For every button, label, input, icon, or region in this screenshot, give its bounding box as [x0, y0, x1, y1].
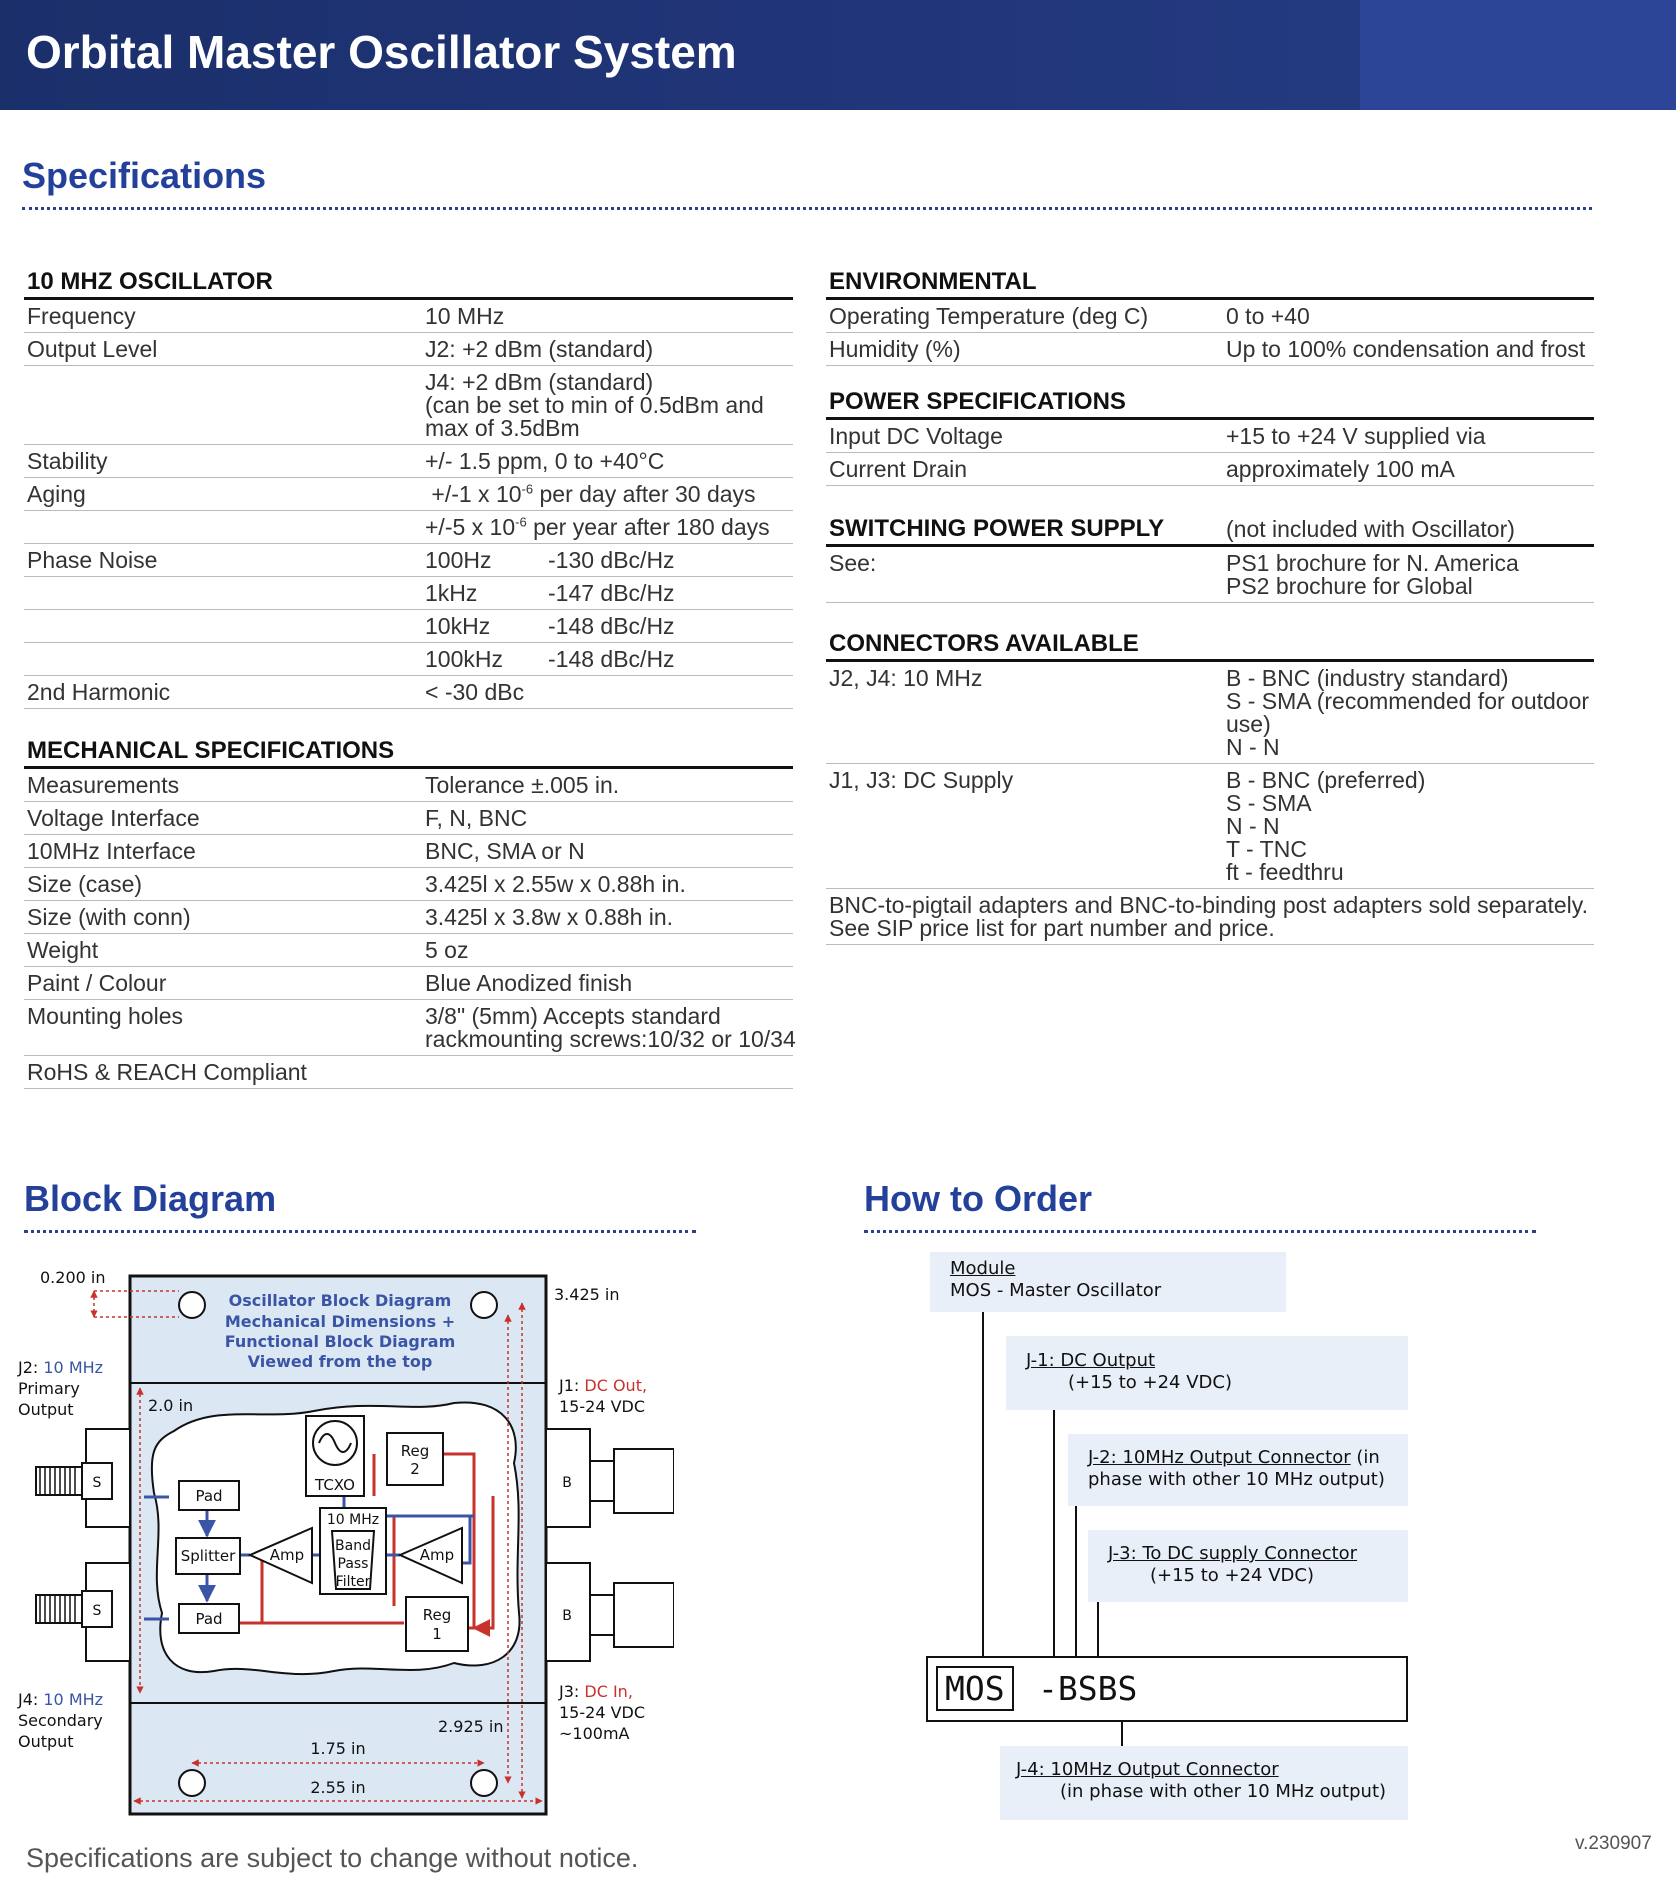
row-label: J1, J3: DC Supply	[829, 767, 1014, 793]
disclaimer: Specifications are subject to change without notice.	[26, 1843, 639, 1873]
table-row	[24, 300, 793, 333]
row-freq: 100kHz	[425, 646, 503, 672]
row-label: Humidity (%)	[829, 336, 961, 362]
j1-label: J-1: DC Output	[1026, 1350, 1156, 1371]
diagram-title-line: Mechanical Dimensions +	[224, 1312, 456, 1331]
j1-label: 15-24 VDC	[559, 1397, 646, 1416]
j2-label: Output	[18, 1400, 74, 1419]
bnc-label: B	[562, 1475, 572, 1491]
row-label: Output Level	[27, 336, 158, 362]
value-line: T - TNC	[1226, 836, 1307, 862]
row-value: Blue Anodized finish	[425, 970, 633, 996]
row-label: J2, J4: 10 MHz	[829, 665, 983, 691]
mounting-hole	[179, 1292, 205, 1318]
dimension-label: 1.75 in	[310, 1739, 366, 1758]
value-line: use)	[1226, 711, 1271, 737]
row-value: 3.425l x 3.8w x 0.88h in.	[425, 904, 674, 930]
row-value: -148 dBc/Hz	[548, 613, 675, 639]
table-row	[24, 967, 793, 1000]
section-heading: ENVIRONMENTAL	[826, 266, 1594, 300]
row-value	[425, 1005, 796, 1051]
row-value: J2: +2 dBm (standard)	[425, 336, 654, 362]
j2-box	[1068, 1434, 1408, 1506]
row-value: BNC, SMA or N	[425, 838, 585, 864]
dotted-divider	[24, 1230, 696, 1233]
note-line: See SIP price list for part number and price.	[829, 915, 1275, 941]
j3-label: ~100mA	[559, 1724, 630, 1743]
dimension-label: 2.55 in	[310, 1778, 366, 1797]
table-row	[24, 1000, 796, 1056]
j1-box	[1006, 1336, 1408, 1410]
section-heading	[826, 513, 1594, 547]
row-label: Operating Temperature (deg C)	[829, 303, 1149, 329]
row-label: Input DC Voltage	[829, 423, 1003, 449]
bpf-label: 10 MHz	[326, 1512, 380, 1528]
table-row	[826, 547, 1594, 603]
how-to-order-heading: How to Order	[864, 1178, 1093, 1219]
section-heading: POWER SPECIFICATIONS	[826, 386, 1594, 420]
row-value: 10 MHz	[425, 303, 505, 329]
j4-label: J4: 10 MHz	[18, 1690, 104, 1709]
reg2-number: 2	[410, 1460, 420, 1478]
tcxo-label: TCXO	[315, 1476, 355, 1494]
code-mos: MOS	[936, 1666, 1014, 1711]
bpf-label: Filter	[335, 1574, 371, 1590]
j3-value: (+15 to +24 VDC)	[1150, 1565, 1314, 1586]
row-value	[1226, 769, 1425, 884]
value-line: 3/8" (5mm) Accepts standard	[425, 1003, 721, 1029]
j2-label: Primary	[18, 1379, 80, 1398]
table-row	[24, 901, 793, 934]
row-value: 5 oz	[425, 937, 469, 963]
splitter-label: Splitter	[180, 1547, 236, 1565]
row-freq: 1kHz	[425, 580, 478, 606]
j4-label: J-4: 10MHz Output Connector	[1016, 1759, 1279, 1780]
row-label: Size (case)	[27, 871, 143, 897]
row-value	[425, 483, 756, 506]
row-label: Phase Noise	[27, 547, 158, 573]
value-line: ft - feedthru	[1226, 859, 1344, 885]
row-value: -148 dBc/Hz	[548, 646, 675, 672]
mounting-hole	[179, 1770, 205, 1796]
connectors-note	[826, 889, 1594, 945]
heading-text: SWITCHING POWER SUPPLY	[829, 515, 1165, 542]
row-label	[27, 516, 425, 539]
row-label: Aging	[27, 481, 86, 507]
row-label: 10MHz Interface	[27, 838, 196, 864]
page-title: Orbital Master Oscillator System	[26, 26, 737, 78]
value-text: +/-1 x 10	[425, 481, 522, 507]
table-row	[24, 610, 793, 643]
module-label: Module	[950, 1258, 1016, 1279]
value-line: N - N	[1226, 813, 1280, 839]
j2-label: J2: 10 MHz	[18, 1358, 104, 1377]
row-label	[27, 582, 425, 605]
value-line: N - N	[1226, 734, 1280, 760]
row-label: Measurements	[27, 772, 180, 798]
j2-value: phase with other 10 MHz output)	[1088, 1469, 1385, 1490]
specifications-heading: Specifications	[22, 155, 267, 196]
exponent: -6	[515, 514, 527, 530]
amp-label: Amp	[419, 1546, 455, 1564]
dimension-label: 3.425 in	[554, 1285, 620, 1304]
j2-label: J-2: 10MHz Output Connector	[1088, 1447, 1351, 1468]
table-row	[24, 934, 793, 967]
value-line: max of 3.5dBm	[425, 415, 580, 441]
right-spec-tables	[826, 266, 1594, 945]
row-label: Current Drain	[829, 456, 968, 482]
row-label: Weight	[27, 937, 99, 963]
row-value: Tolerance ±.005 in.	[425, 772, 620, 798]
table-row	[24, 577, 793, 610]
table-row	[24, 544, 793, 577]
row-label: Mounting holes	[27, 1003, 183, 1029]
table-row	[24, 511, 793, 544]
row-value: F, N, BNC	[425, 805, 528, 831]
value-line: B - BNC (industry standard)	[1226, 665, 1509, 691]
table-row	[826, 662, 1594, 764]
value-line: (can be set to min of 0.5dBm and	[425, 392, 764, 418]
reg1-label: Reg	[422, 1606, 452, 1624]
table-row	[24, 478, 793, 511]
block-diagram-heading: Block Diagram	[24, 1178, 277, 1219]
table-row	[24, 643, 793, 676]
row-value	[425, 371, 764, 440]
value-line: PS2 brochure for Global	[1226, 573, 1473, 599]
heading-note: (not included with Oscillator)	[1226, 516, 1515, 542]
pad-label: Pad	[195, 1487, 223, 1505]
j1-value: (+15 to +24 VDC)	[1068, 1372, 1232, 1393]
pad-label: Pad	[195, 1610, 223, 1628]
value-text: per day after 30 days	[533, 481, 756, 507]
reg2-label: Reg	[400, 1442, 430, 1460]
row-value: 3.425l x 2.55w x 0.88h in.	[425, 871, 686, 897]
table-row	[826, 453, 1594, 486]
row-value: Up to 100% condensation and frost	[1226, 336, 1586, 362]
row-value: -147 dBc/Hz	[548, 580, 675, 606]
value-text: +/-5 x 10	[425, 514, 516, 540]
row-value: < -30 dBc	[425, 679, 525, 705]
j4-value: (in phase with other 10 MHz output)	[1060, 1781, 1387, 1802]
row-freq: 100Hz	[425, 547, 492, 573]
bpf-label: Pass	[337, 1556, 369, 1572]
value-line: S - SMA	[1226, 790, 1312, 816]
row-label	[27, 648, 425, 671]
table-row	[826, 300, 1594, 333]
value-line: J4: +2 dBm (standard)	[425, 369, 654, 395]
row-label: 2nd Harmonic	[27, 679, 171, 705]
j3-label: J-3: To DC supply Connector	[1108, 1543, 1358, 1564]
table-row	[24, 868, 793, 901]
sma-label: S	[92, 1603, 102, 1619]
table-row	[24, 333, 793, 366]
diagram-title-line: Viewed from the top	[247, 1352, 433, 1371]
table-row	[24, 445, 793, 478]
code-rest: -BSBS	[1038, 1669, 1138, 1708]
mounting-hole	[471, 1292, 497, 1318]
row-value	[1226, 667, 1589, 759]
block-diagram	[14, 1253, 674, 1833]
table-row	[826, 420, 1594, 453]
row-label	[27, 371, 425, 440]
row-value: 0 to +40	[1226, 303, 1310, 329]
row-value	[425, 516, 770, 539]
module-value: MOS - Master Oscillator	[950, 1280, 1162, 1301]
value-line: B - BNC (preferred)	[1226, 767, 1426, 793]
oscillator-table	[24, 266, 796, 1089]
j1-label: J1: DC Out,	[559, 1376, 648, 1395]
row-label: Voltage Interface	[27, 805, 200, 831]
reg1-number: 1	[432, 1625, 442, 1643]
value-line: rackmounting screws:10/32 or 10/34	[425, 1026, 796, 1052]
value-text: per year after 180 days	[526, 514, 770, 540]
row-value: approximately 100 mA	[1226, 456, 1455, 482]
table-row	[24, 769, 793, 802]
j3-label: J3: DC In,	[559, 1682, 633, 1701]
dotted-divider	[22, 207, 1592, 210]
row-value	[1226, 552, 1519, 598]
value-line: S - SMA (recommended for outdoor	[1226, 688, 1590, 714]
module-box	[930, 1252, 1286, 1312]
header-accent	[1360, 0, 1676, 110]
header-band	[0, 0, 1676, 110]
j4-box	[1000, 1746, 1408, 1820]
j2-value: (in	[1350, 1447, 1380, 1468]
dimension-label: 2.925 in	[438, 1717, 504, 1736]
dimension-label: 0.200 in	[40, 1268, 106, 1287]
dotted-divider	[864, 1230, 1536, 1233]
diagram-title-line: Oscillator Block Diagram	[228, 1291, 452, 1310]
row-value: +/- 1.5 ppm, 0 to +40°C	[425, 448, 665, 474]
row-label: Size (with conn)	[27, 904, 191, 930]
table-row	[826, 764, 1594, 889]
j3-label: 15-24 VDC	[559, 1703, 646, 1722]
row-freq: 10kHz	[425, 613, 491, 639]
j4-label: Output	[18, 1732, 74, 1751]
section-heading: CONNECTORS AVAILABLE	[826, 628, 1594, 662]
how-to-order-diagram	[920, 1248, 1420, 1828]
diagram-title-line: Functional Block Diagram	[224, 1332, 456, 1351]
table-row	[24, 676, 793, 709]
exponent: -6	[521, 481, 534, 497]
note-line: BNC-to-pigtail adapters and BNC-to-binding post adapters sold separately.	[829, 892, 1588, 918]
j4-label: Secondary	[18, 1711, 103, 1730]
section-heading: 10 MHZ OSCILLATOR	[24, 266, 793, 300]
table-row	[24, 802, 793, 835]
row-value: +15 to +24 V supplied via	[1226, 423, 1486, 449]
bnc-label: B	[562, 1608, 572, 1624]
bpf-label: Band	[335, 1538, 371, 1554]
row-label	[27, 615, 425, 638]
table-row	[826, 333, 1594, 366]
mounting-hole	[471, 1770, 497, 1796]
row-label: Paint / Colour	[27, 970, 167, 996]
table-row	[24, 835, 793, 868]
table-row	[24, 1056, 793, 1089]
amp-label: Amp	[269, 1546, 305, 1564]
sma-connector-top	[36, 1429, 130, 1527]
table-row	[24, 366, 793, 445]
note-text	[829, 894, 1588, 940]
row-label: Stability	[27, 448, 108, 474]
row-label: See:	[829, 550, 877, 576]
sma-label: S	[92, 1475, 102, 1491]
part-number-box	[926, 1656, 1408, 1722]
dimension-label: 2.0 in	[148, 1396, 194, 1415]
version-label: v.230907	[1575, 1833, 1652, 1854]
row-value: -130 dBc/Hz	[548, 547, 675, 573]
value-line: PS1 brochure for N. America	[1226, 550, 1519, 576]
j3-box	[1088, 1530, 1408, 1602]
row-label: Frequency	[27, 303, 136, 329]
section-heading: MECHANICAL SPECIFICATIONS	[24, 735, 793, 769]
row-label: RoHS & REACH Compliant	[27, 1059, 307, 1085]
sma-connector-bottom	[36, 1563, 130, 1661]
